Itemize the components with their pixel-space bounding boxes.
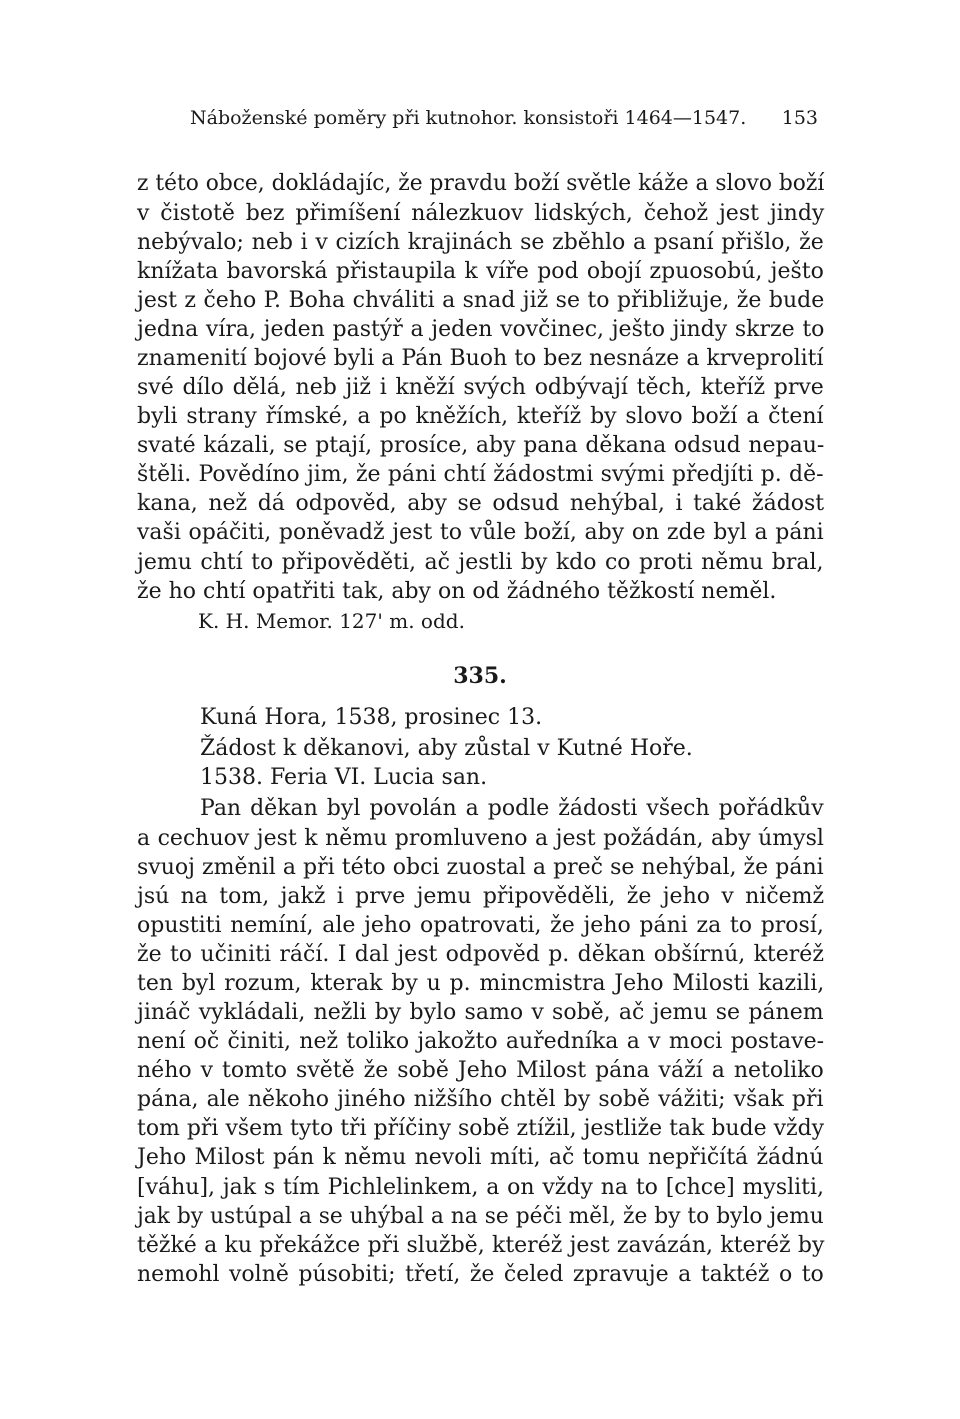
text-line: v čistotě bez přimíšení nálezkuov lidských, čehož jest jindy: [137, 201, 825, 226]
text-line: jemu chtí to připověděti, ač jestli by kdo co proti němu bral,: [137, 550, 824, 575]
text-line: nemohl volně púsobiti; třetí, že čeled zpravuje a taktéž o to: [137, 1262, 824, 1287]
text-line: nebývalo; neb i v cizích krajinách se zběhlo a psaní přišlo, že: [137, 230, 824, 255]
text-line: jak by ustúpal a se uhýbal a na se péči měl, že by to bylo jemu: [137, 1204, 824, 1229]
text-line: vaši opáčiti, poněvadž jest to vůle boží, aby on zde byl a páni: [137, 520, 824, 545]
running-header: [190, 103, 818, 133]
text-line: své dílo dělá, neb již i kněží svých odbývají těch, kteříž prve: [137, 375, 824, 400]
text-line: znamenití bojové byli a Pán Buoh to bez nesnáze a krveprolití: [137, 346, 824, 371]
text-line: tom při všem tyto tři příčiny sobě ztížil, jestliže tak bude vždy: [137, 1116, 825, 1141]
text-line: byli strany římské, a po kněžích, kteříž by slovo boží a čtení: [137, 404, 824, 429]
text-line: jsú na tom, jakž i prve jemu připověděli, že jeho v ničemž: [137, 884, 825, 909]
text-line: svuoj změnil a při této obci zuostal a preč se nehýbal, že páni: [137, 855, 824, 880]
text-line: Pan děkan byl povolán a podle žádosti všech pořádkův: [200, 796, 824, 821]
text-line: z této obce, dokládajíc, že pravdu boží světle káže a slovo boží: [137, 171, 825, 196]
text-line: není oč činiti, než toliko jakožto auředníka a v moci postave-: [137, 1029, 825, 1054]
source-citation: K. H. Memor. 127' m. odd.: [198, 609, 465, 633]
text-line: a cechuov jest k němu promluveno a jest požádán, aby úmysl: [137, 826, 824, 851]
place-date: Kuná Hora, 1538, prosinec 13.: [200, 705, 543, 730]
text-line: jest z čeho P. Boha chváliti a snad již se to přibližuje, že bude: [137, 288, 825, 313]
text-line: [váhu], jak s tím Pichlelinkem, a on vždy na to [chce] mysliti,: [137, 1175, 825, 1200]
text-line: štěli. Povědíno jim, že páni chtí žádostmi svými předjíti p. dě-: [137, 462, 824, 487]
text-line: pána, ale někoho jiného nižšího chtěl by sobě vážiti; však při: [137, 1087, 824, 1112]
text-line: těžké a ku překážce při službě, kteréž jest zavázán, kteréž by: [137, 1233, 825, 1258]
text-line: knížata bavorská přistaupila k víře pod obojí zpuosobú, ješto: [137, 259, 824, 284]
text-line: ten byl rozum, kterak by u p. mincmistra Jeho Milosti kazili,: [137, 971, 825, 996]
text-line: svaté kázali, se ptají, prosíce, aby pana děkana odsud nepau-: [137, 433, 825, 458]
text-line: ného v tomto světě že sobě Jeho Milost pána váží a netoliko: [137, 1058, 824, 1083]
text-line: opustiti nemíní, ale jeho opatrovati, že jeho páni za to prosí,: [137, 913, 824, 938]
text-line: Jeho Milost pán k němu nevoli míti, ač tomu nepřičítá žádnú: [137, 1145, 824, 1170]
header-title: Náboženské poměry při kutnohor. konsistoři 1464—1547.: [190, 107, 747, 129]
text-line: že ho chtí opatřiti tak, aby on od žádného těžkostí neměl.: [137, 579, 777, 604]
document-number: 335.: [453, 663, 507, 689]
page-number: 153: [781, 107, 818, 129]
text-line: jináč vykládali, nežli by bylo samo v sobě, ač jemu se pánem: [137, 1000, 824, 1025]
text-line: kana, než dá odpověd, aby se odsud nehýbal, i také žádost: [137, 491, 825, 516]
text-line: že to učiniti ráčí. I dal jest odpověd p. děkan obšírnú, kteréž: [137, 942, 824, 967]
text-line: jedna víra, jeden pastýř a jeden vovčinec, ješto jindy skrze to: [137, 317, 825, 342]
document-subject: Žádost k děkanovi, aby zůstal v Kutné Hoře.: [200, 736, 693, 761]
original-date: 1538. Feria VI. Lucia san.: [200, 765, 488, 790]
